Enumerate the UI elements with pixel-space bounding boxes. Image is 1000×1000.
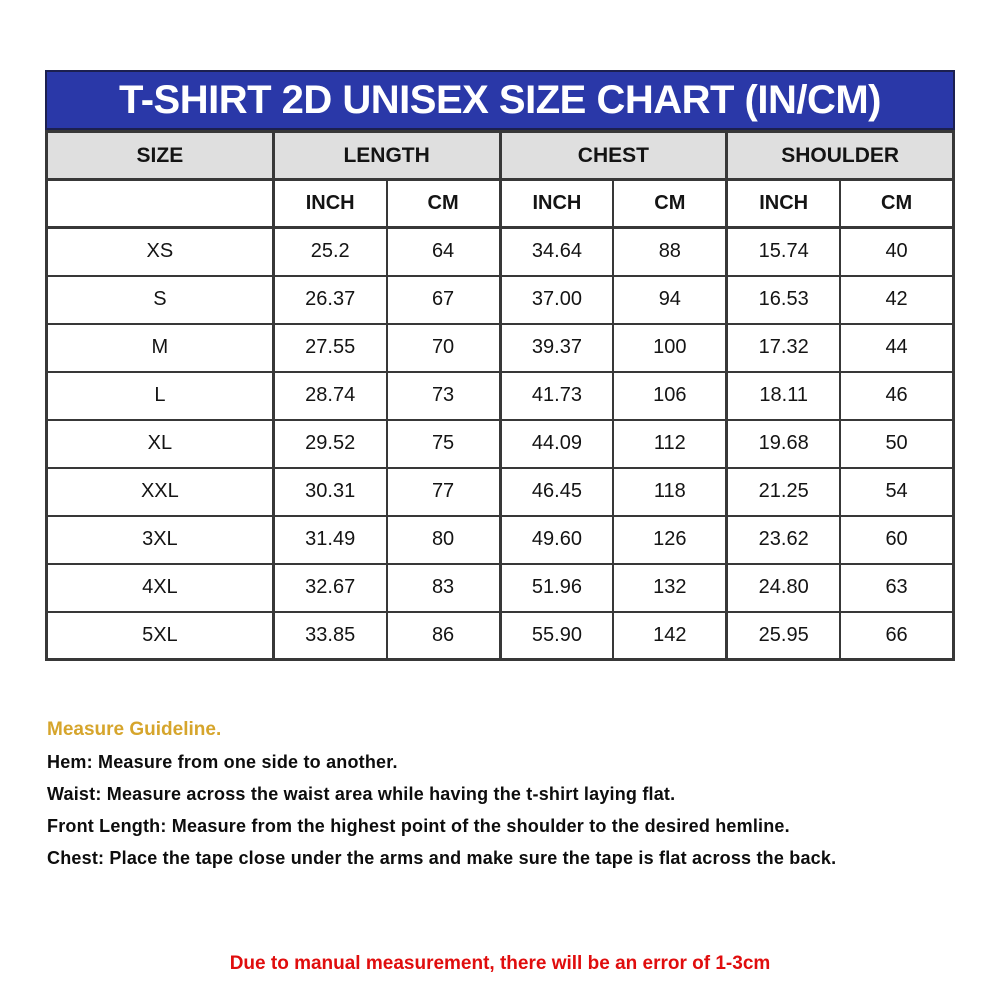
value-cell: 18.11 [727, 372, 840, 420]
column-header-length: LENGTH [273, 132, 500, 180]
value-cell: 25.95 [727, 612, 840, 660]
size-table [45, 130, 955, 661]
value-cell: 15.74 [727, 228, 840, 276]
table-row [47, 228, 954, 276]
size-cell: 4XL [47, 564, 274, 612]
value-cell: 28.74 [273, 372, 386, 420]
title-banner [45, 70, 955, 130]
value-cell: 126 [613, 516, 726, 564]
guideline-item [47, 784, 836, 804]
column-header-chest: CHEST [500, 132, 727, 180]
guideline-item [47, 816, 836, 836]
size-cell: 5XL [47, 612, 274, 660]
value-cell: 132 [613, 564, 726, 612]
size-cell: XXL [47, 468, 274, 516]
guideline-text: Place the tape close under the arms and make sure the tape is flat across the back. [109, 848, 837, 868]
table-row [47, 324, 954, 372]
value-cell: 41.73 [500, 372, 613, 420]
table-row [47, 612, 954, 660]
value-cell: 46 [840, 372, 953, 420]
column-header-size: SIZE [47, 132, 274, 180]
value-cell: 94 [613, 276, 726, 324]
value-cell: 21.25 [727, 468, 840, 516]
value-cell: 31.49 [273, 516, 386, 564]
value-cell: 44 [840, 324, 953, 372]
group-header-row [47, 132, 954, 180]
value-cell: 142 [613, 612, 726, 660]
value-cell: 46.45 [500, 468, 613, 516]
value-cell: 40 [840, 228, 953, 276]
value-cell: 19.68 [727, 420, 840, 468]
guideline-label: Hem: [47, 752, 93, 772]
size-cell: M [47, 324, 274, 372]
guideline-section [47, 720, 836, 880]
guideline-item [47, 752, 836, 772]
table-row [47, 276, 954, 324]
value-cell: 73 [387, 372, 500, 420]
size-chart [45, 70, 955, 661]
size-cell: XS [47, 228, 274, 276]
guideline-item [47, 848, 836, 868]
value-cell: 24.80 [727, 564, 840, 612]
value-cell: 64 [387, 228, 500, 276]
value-cell: 106 [613, 372, 726, 420]
unit-header-chest-inch: INCH [500, 180, 613, 228]
value-cell: 80 [387, 516, 500, 564]
size-cell: XL [47, 420, 274, 468]
value-cell: 118 [613, 468, 726, 516]
table-row [47, 468, 954, 516]
value-cell: 75 [387, 420, 500, 468]
value-cell: 29.52 [273, 420, 386, 468]
guideline-list [47, 752, 836, 868]
column-header-shoulder: SHOULDER [727, 132, 954, 180]
value-cell: 83 [387, 564, 500, 612]
unit-header-length-inch: INCH [273, 180, 386, 228]
value-cell: 23.62 [727, 516, 840, 564]
value-cell: 33.85 [273, 612, 386, 660]
value-cell: 37.00 [500, 276, 613, 324]
value-cell: 30.31 [273, 468, 386, 516]
value-cell: 70 [387, 324, 500, 372]
chart-title: T-SHIRT 2D UNISEX SIZE CHART (IN/CM) [118, 77, 882, 122]
unit-header-shoulder-inch: INCH [727, 180, 840, 228]
value-cell: 112 [613, 420, 726, 468]
table-row [47, 420, 954, 468]
value-cell: 17.32 [727, 324, 840, 372]
guideline-text: Measure from one side to another. [98, 752, 398, 772]
measurement-error-note: Due to manual measurement, there will be an error of 1-3cm [229, 953, 771, 974]
unit-header-chest-cm: CM [613, 180, 726, 228]
value-cell: 51.96 [500, 564, 613, 612]
value-cell: 27.55 [273, 324, 386, 372]
guideline-label: Front Length: [47, 816, 167, 836]
value-cell: 86 [387, 612, 500, 660]
unit-header-length-cm: CM [387, 180, 500, 228]
value-cell: 25.2 [273, 228, 386, 276]
value-cell: 60 [840, 516, 953, 564]
value-cell: 39.37 [500, 324, 613, 372]
value-cell: 67 [387, 276, 500, 324]
unit-header-row [47, 180, 954, 228]
value-cell: 16.53 [727, 276, 840, 324]
value-cell: 42 [840, 276, 953, 324]
guideline-text: Measure across the waist area while having the t-shirt laying flat. [106, 784, 676, 804]
value-cell: 63 [840, 564, 953, 612]
table-row [47, 372, 954, 420]
value-cell: 100 [613, 324, 726, 372]
table-row [47, 564, 954, 612]
size-cell: 3XL [47, 516, 274, 564]
guideline-heading: Measure Guideline. [47, 719, 222, 740]
value-cell: 32.67 [273, 564, 386, 612]
unit-header-shoulder-cm: CM [840, 180, 953, 228]
value-cell: 66 [840, 612, 953, 660]
value-cell: 50 [840, 420, 953, 468]
value-cell: 77 [387, 468, 500, 516]
size-cell: L [47, 372, 274, 420]
value-cell: 55.90 [500, 612, 613, 660]
value-cell: 26.37 [273, 276, 386, 324]
value-cell: 88 [613, 228, 726, 276]
value-cell: 44.09 [500, 420, 613, 468]
value-cell: 54 [840, 468, 953, 516]
size-cell: S [47, 276, 274, 324]
table-row [47, 516, 954, 564]
guideline-label: Waist: [47, 784, 102, 804]
value-cell: 34.64 [500, 228, 613, 276]
value-cell: 49.60 [500, 516, 613, 564]
size-table-body [47, 228, 954, 660]
guideline-label: Chest: [47, 848, 105, 868]
guideline-text: Measure from the highest point of the shoulder to the desired hemline. [171, 816, 790, 836]
corner-cell [47, 180, 274, 228]
